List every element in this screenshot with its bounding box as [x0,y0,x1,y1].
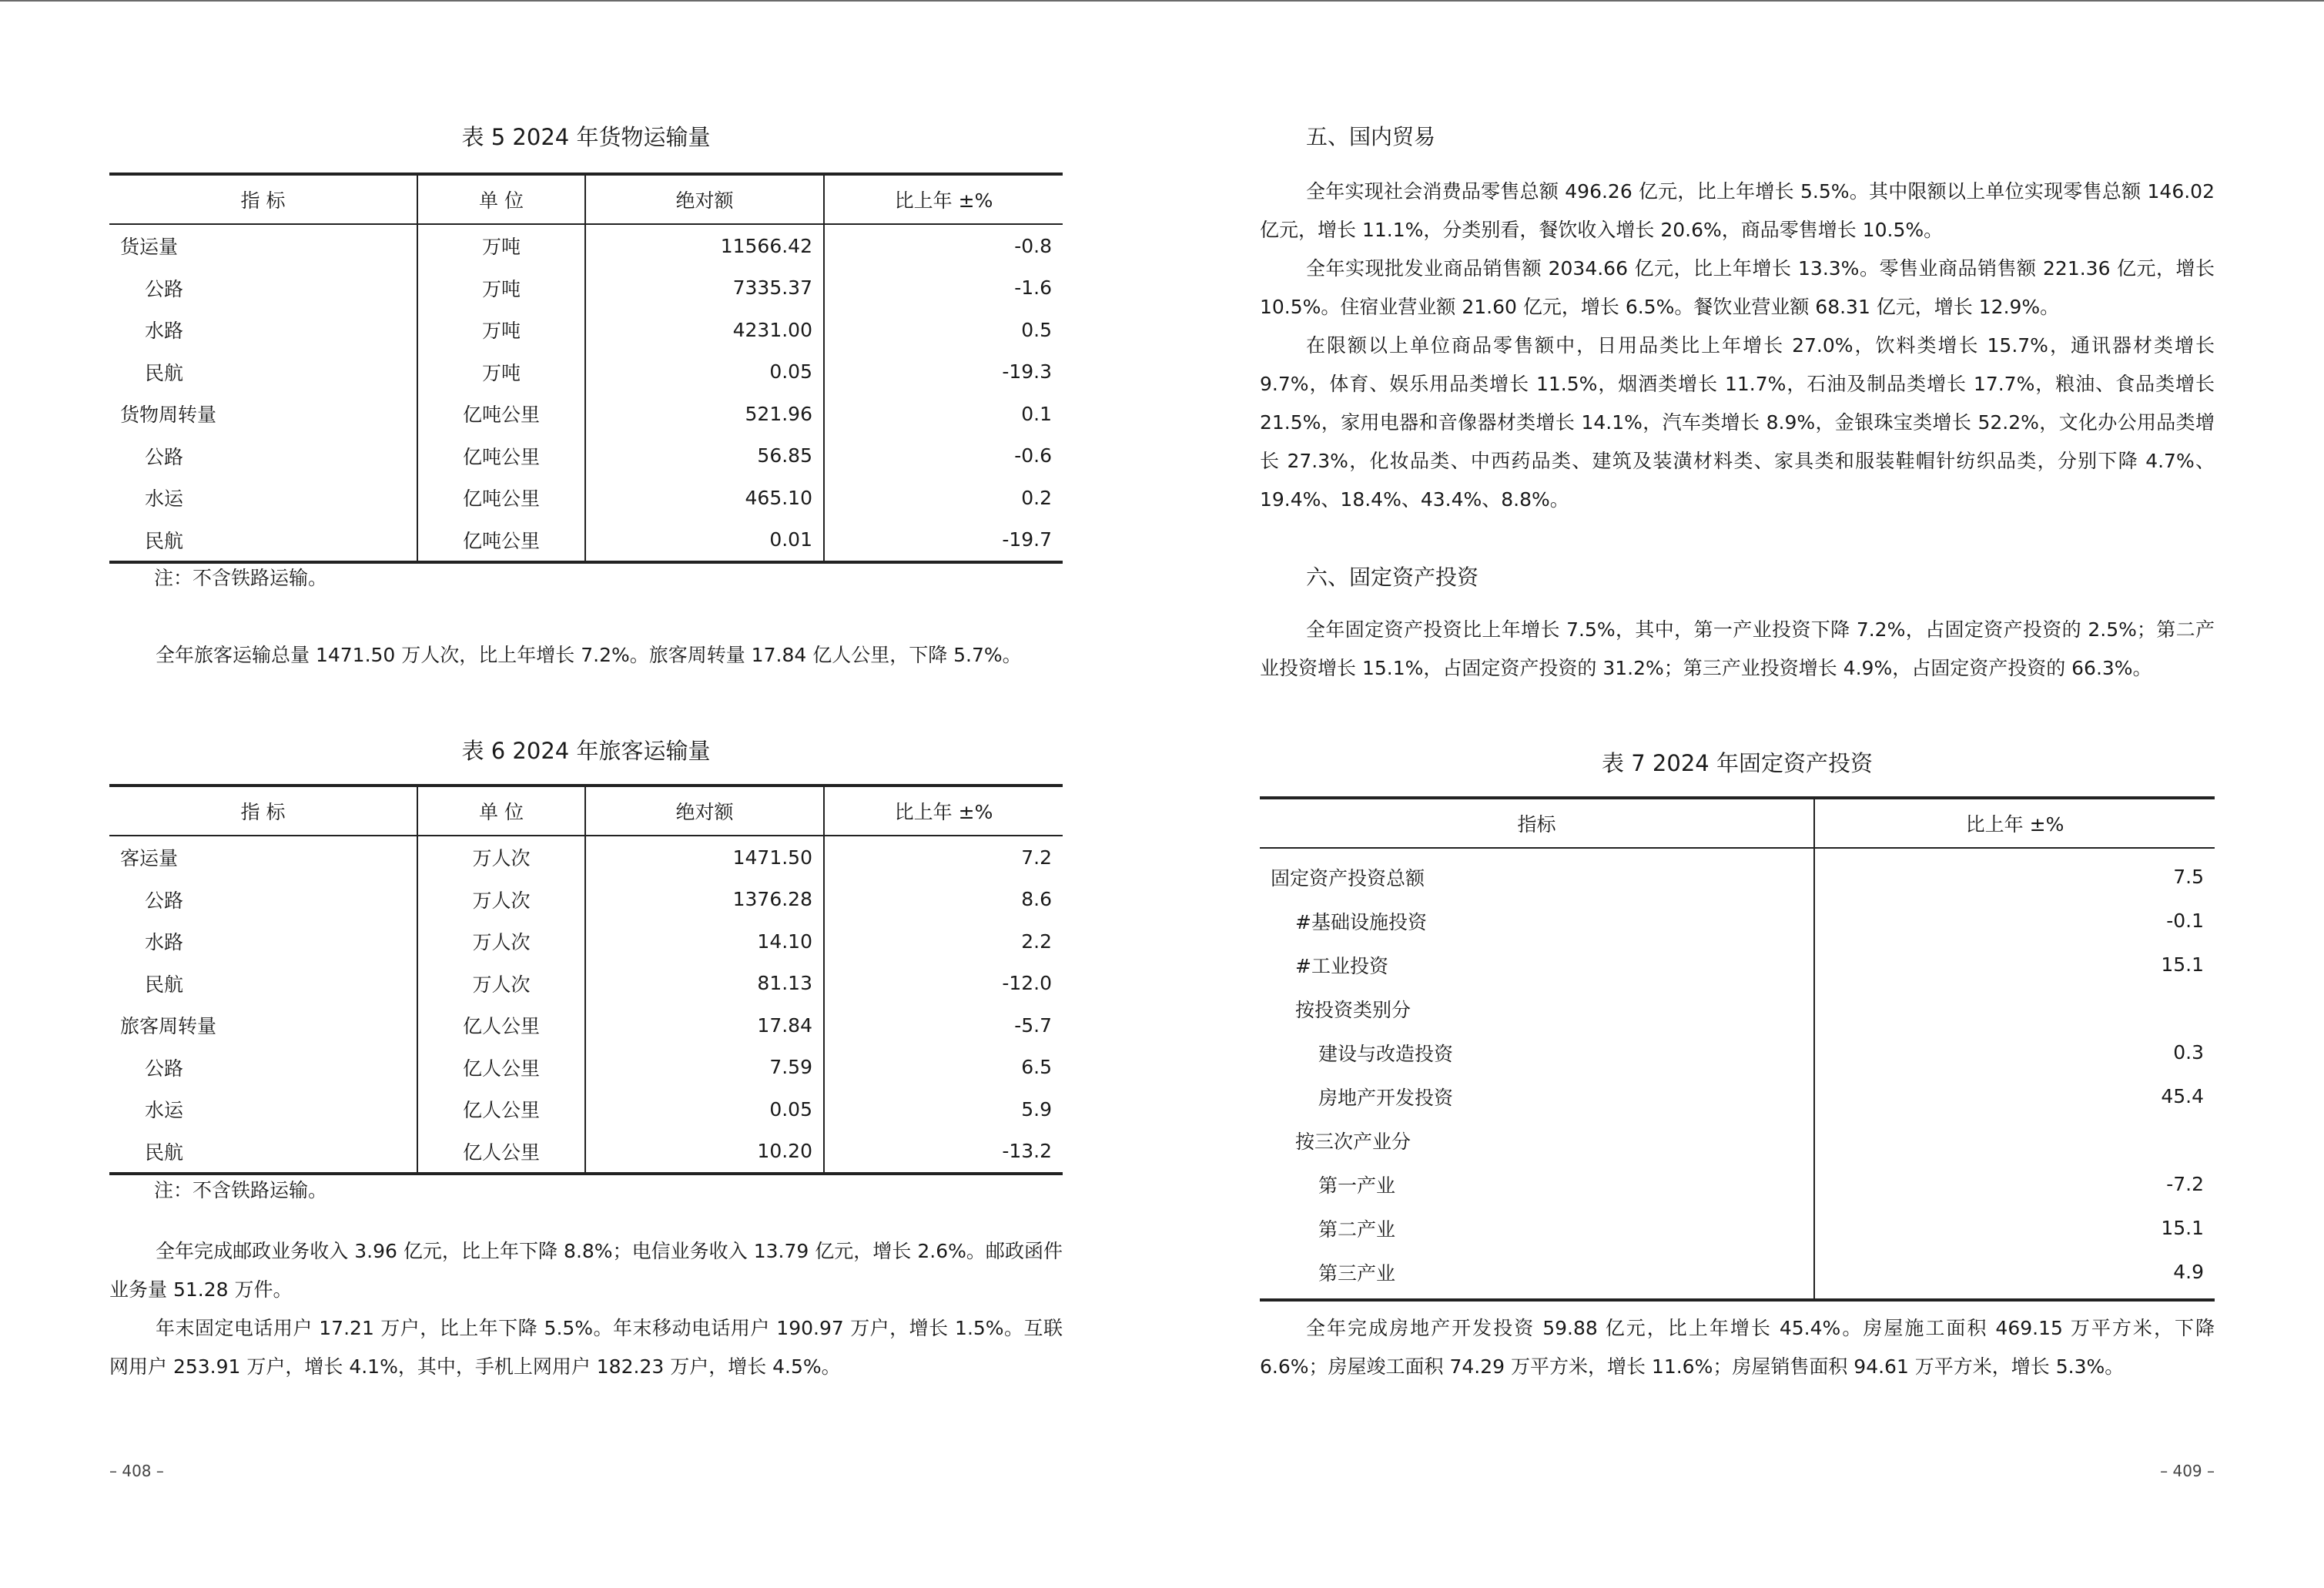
postal-paragraph: 全年完成邮政业务收入 3.96 亿元，比上年下降 8.8%；电信业务收入 13.79 亿元，增长 2.6%。邮政函件业务量 51.28 万件。 [109,1240,1063,1301]
table5-caption: 表 5 2024 年货物运输量 [461,124,711,150]
table-row [109,1131,1063,1174]
table6-note: 注：不含铁路运输。 [154,1179,328,1201]
table-row [109,963,1063,1005]
row-value: 465.10 [585,477,824,519]
row-label: 民航 [145,1141,184,1164]
row-change: -5.7 [824,1004,1063,1047]
table-row [109,1088,1063,1131]
row-unit: 亿吨公里 [417,519,585,563]
row-value: 14.10 [585,920,824,963]
row-value: 0.05 [585,1088,824,1131]
header-change: 比上年 ±% [1814,798,2215,848]
header-indicator: 指 标 [240,189,286,212]
row-change: 0.2 [824,477,1063,519]
table-row [109,1047,1063,1089]
table-row [1260,1030,2215,1074]
row-change: 5.9 [824,1088,1063,1131]
row-change [1814,1118,2215,1162]
row-change [1814,987,2215,1030]
row-change: -19.3 [824,351,1063,394]
row-unit: 万人次 [417,920,585,963]
row-label: 第三产业 [1318,1261,1396,1285]
table-row [1260,1118,2215,1162]
table-row [109,393,1063,435]
row-value: 7335.37 [585,267,824,310]
row-label: 货物周转量 [120,404,217,427]
table-row [1260,943,2215,987]
row-label: 建设与改造投资 [1318,1042,1454,1065]
table-row [1260,987,2215,1030]
table5-note: 注：不含铁路运输。 [154,567,328,589]
table-header-row [1260,798,2215,848]
row-unit: 万吨 [417,309,585,351]
row-change: -19.7 [824,519,1063,563]
row-change: 2.2 [824,920,1063,963]
row-unit: 万人次 [417,963,585,1005]
row-value: 17.84 [585,1004,824,1047]
row-value: 11566.42 [585,224,824,267]
row-change: 7.2 [824,836,1063,879]
page-409 [1260,0,2215,1588]
row-label: 民航 [145,361,184,384]
table-row [109,435,1063,477]
row-value: 0.01 [585,519,824,563]
row-unit: 亿人公里 [417,1004,585,1047]
table6-passenger-transport [109,784,1063,1175]
row-label: 水路 [145,320,184,343]
table-row [109,1004,1063,1047]
row-value: 56.85 [585,435,824,477]
trade-paragraph-2: 全年实现批发业商品销售额 2034.66 亿元，比上年增长 13.3%。零售业商品销售额 221.36 亿元，增长 10.5%。住宿业营业额 21.60 亿元，增长 6.5%。餐饮业营业额 68.31 亿元，增长 12.9%。 [1260,257,2215,318]
trade-paragraph-1: 全年实现社会消费品零售总额 496.26 亿元，比上年增长 5.5%。其中限额以上单位实现零售总额 146.02 亿元，增长 11.1%，分类别看，餐饮收入增长 20.6%，商品零售增长 10.5%。 [1260,180,2215,241]
table-row [109,477,1063,519]
row-label: 公路 [145,445,184,468]
row-label: 公路 [145,277,184,300]
row-change: 8.6 [824,879,1063,921]
row-label: 水运 [145,1099,184,1122]
row-label: 按三次产业分 [1295,1130,1411,1153]
row-change: -1.6 [824,267,1063,310]
table-row [109,519,1063,563]
row-label: 房地产开发投资 [1318,1086,1454,1109]
row-value: 7.59 [585,1047,824,1089]
row-change: 0.3 [1814,1030,2215,1074]
row-unit: 万吨 [417,267,585,310]
row-label: 第一产业 [1318,1174,1396,1197]
header-unit: 单 位 [417,786,585,836]
phone-paragraph: 年末固定电话用户 17.21 万户，比上年下降 5.5%。年末移动电话用户 190.97 万户，增长 1.5%。互联网用户 253.91 万户，增长 4.1%，其中，手机上网用户 182.23 万户，增长 4.5%。 [109,1317,1063,1378]
row-change: 45.4 [1814,1074,2215,1118]
row-change: 0.5 [824,309,1063,351]
table-row [1260,899,2215,943]
row-label: 旅客周转量 [120,1015,217,1038]
table-row [109,879,1063,921]
table-row [1260,1162,2215,1206]
page-number: – 409 – [2160,1462,2215,1480]
page-408 [109,0,1063,1588]
real-estate-paragraph: 全年完成房地产开发投资 59.88 亿元，比上年增长 45.4%。房屋施工面积 469.15 万平方米，下降 6.6%；房屋竣工面积 74.29 万平方米，增长 11.6%；房屋销售面积 94.61 万平方米，增长 5.3%。 [1260,1317,2215,1378]
row-unit: 亿吨公里 [417,435,585,477]
page-number: – 408 – [109,1462,164,1480]
row-unit: 万吨 [417,224,585,267]
header-change: 比上年 ±% [824,174,1063,224]
header-change: 比上年 ±% [824,786,1063,836]
row-label: 公路 [145,889,184,912]
table-row [109,920,1063,963]
table-row [109,309,1063,351]
row-label: 水路 [145,931,184,954]
header-absolute-value: 绝对额 [585,174,824,224]
row-change: 15.1 [1814,943,2215,987]
row-unit: 亿人公里 [417,1131,585,1174]
row-value: 4231.00 [585,309,824,351]
header-unit: 单 位 [417,174,585,224]
table-row [109,836,1063,879]
row-label: #工业投资 [1295,954,1388,977]
row-change: -12.0 [824,963,1063,1005]
row-label: 第二产业 [1318,1218,1396,1241]
row-change: -13.2 [824,1131,1063,1174]
row-value: 1471.50 [585,836,824,879]
row-label: #基础设施投资 [1295,910,1427,933]
header-indicator: 指 标 [240,801,286,823]
table-row [1260,1074,2215,1118]
row-unit: 亿人公里 [417,1047,585,1089]
passenger-paragraph: 全年旅客运输总量 1471.50 万人次，比上年增长 7.2%。旅客周转量 17.84 亿人公里，下降 5.7%。 [156,644,1022,666]
row-label: 水运 [145,487,184,511]
row-change: 7.5 [1814,848,2215,899]
row-unit: 万人次 [417,879,585,921]
row-change: -0.1 [1814,899,2215,943]
table7-fixed-asset-investment [1260,796,2215,1302]
row-label: 民航 [145,529,184,552]
table-row [109,224,1063,267]
row-unit: 亿人公里 [417,1088,585,1131]
row-change: -0.6 [824,435,1063,477]
section5-heading: 五、国内贸易 [1306,124,1436,149]
investment-paragraph: 全年固定资产投资比上年增长 7.5%，其中，第一产业投资下降 7.2%，占固定资产投资的 2.5%；第二产业投资增长 15.1%，占固定资产投资的 31.2%；第三产业投资增长 4.9%，占固定资产投资的 66.3%。 [1260,618,2215,679]
row-value: 521.96 [585,393,824,435]
row-change: -0.8 [824,224,1063,267]
row-label: 民航 [145,973,184,996]
row-label: 公路 [145,1057,184,1080]
row-value: 10.20 [585,1131,824,1174]
row-change: 4.9 [1814,1250,2215,1300]
table-header-row [109,786,1063,836]
table-row [109,267,1063,310]
row-unit: 亿吨公里 [417,393,585,435]
row-label: 客运量 [120,847,179,870]
table-header-row [109,174,1063,224]
row-value: 1376.28 [585,879,824,921]
row-label: 按投资类别分 [1295,998,1411,1021]
row-change: 0.1 [824,393,1063,435]
row-change: 15.1 [1814,1206,2215,1250]
row-value: 0.05 [585,351,824,394]
row-change: 6.5 [824,1047,1063,1089]
row-label: 货运量 [120,236,179,259]
row-value: 81.13 [585,963,824,1005]
header-absolute-value: 绝对额 [585,786,824,836]
row-unit: 万人次 [417,836,585,879]
trade-paragraph-3: 在限额以上单位商品零售额中，日用品类比上年增长 27.0%，饮料类增长 15.7%，通讯器材类增长 9.7%，体育、娱乐用品类增长 11.5%，烟酒类增长 11.7%，石油及制品类增长 17.7%，粮油、食品类增长 21.5%，家用电器和音像器材类增长 14.1%，汽车类增长 8.9%，金银珠宝类增长 52.2%，文化办公用品类增长 27.3%，化妆品类、中西药品类、建筑及装潢材料类、家具类和服装鞋帽针纺织品类，分别下降 4.7%、19.4%、18.4%、43.4%、8.8%。 [1260,334,2215,511]
row-label: 固定资产投资总额 [1271,866,1425,889]
section6-heading: 六、固定资产投资 [1306,565,1479,590]
table-row [109,351,1063,394]
row-unit: 万吨 [417,351,585,394]
header-indicator: 指标 [1517,813,1556,836]
row-change: -7.2 [1814,1162,2215,1206]
table5-freight-transport [109,173,1063,564]
row-unit: 亿吨公里 [417,477,585,519]
table7-caption: 表 7 2024 年固定资产投资 [1602,750,1873,776]
table6-caption: 表 6 2024 年旅客运输量 [461,738,711,764]
table-row [1260,848,2215,899]
table-row [1260,1206,2215,1250]
table-row [1260,1250,2215,1300]
